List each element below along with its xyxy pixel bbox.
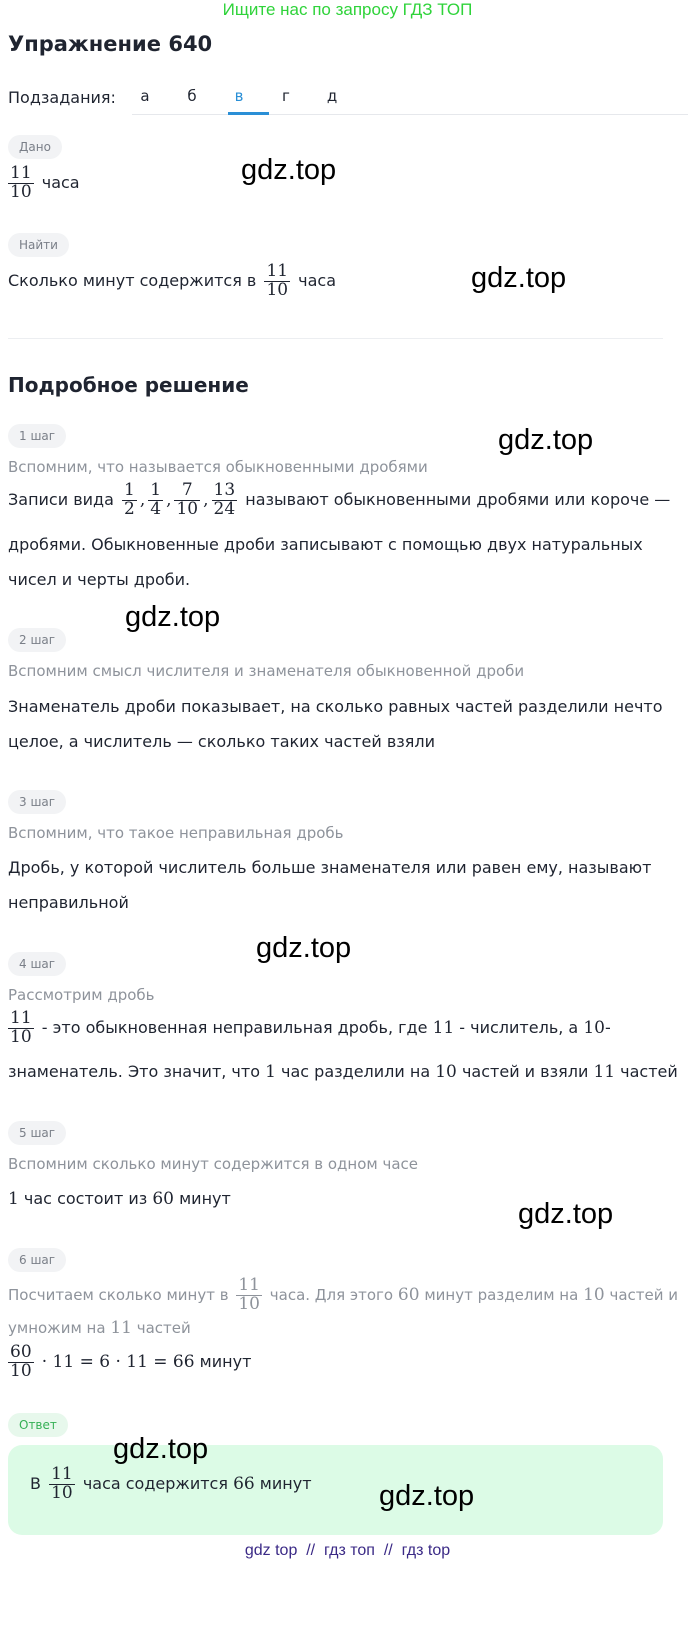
step-5-line <box>8 1189 231 1209</box>
step-1-line-2: дробями. Обыкновенные дроби записывают с помощью двух натуральных <box>8 535 643 554</box>
step-6-eq-unit: минут <box>199 1351 252 1371</box>
step-4-pill: 4 шаг <box>8 952 66 976</box>
tab-g[interactable]: г <box>282 87 290 105</box>
subtasks-tabs <box>8 80 688 116</box>
step-4-l2b: час разделили на <box>281 1062 431 1081</box>
section-divider <box>8 338 663 339</box>
given-pill: Дано <box>8 135 62 159</box>
step-4-text-3: - <box>604 1017 611 1037</box>
step-5-hint: Вспомним сколько минут содержится в одном часе <box>8 1155 418 1173</box>
step-1-line-1-tail: называют обыкновенными дробями или короче — <box>245 489 671 509</box>
step-6-h1a: Посчитаем сколько минут в <box>8 1285 229 1304</box>
find-unit: часа <box>298 270 337 290</box>
step-3-hint: Вспомним, что такое неправильная дробь <box>8 824 344 842</box>
answer-t3: минут <box>259 1473 312 1493</box>
page-title: Упражнение 640 <box>8 32 213 56</box>
footer-links <box>0 1542 695 1560</box>
step-1-lead: Записи вида <box>8 489 114 509</box>
given-unit: часа <box>41 172 80 192</box>
tab-b[interactable]: б <box>187 87 197 105</box>
step-6-h1b: часа. Для этого <box>269 1285 394 1304</box>
step-1-pill: 1 шаг <box>8 424 66 448</box>
fraction-13-24: $\frac{13}{24}$ <box>213 480 236 519</box>
step-5-num-60: 60 <box>152 1189 174 1209</box>
watermark: gdz.top <box>498 424 594 456</box>
watermark: gdz.top <box>518 1198 614 1230</box>
active-tab-indicator <box>228 112 269 115</box>
footer-separator: // <box>306 1542 316 1559</box>
watermark: gdz.top <box>113 1433 209 1465</box>
given-fraction: $\frac{11}{10}$ <box>10 163 32 202</box>
step-1-hint: Вспомним, что называется обыкновенными дробями <box>8 458 428 476</box>
answer-t1: В <box>30 1473 41 1493</box>
step-4-num-11: 11 <box>432 1017 455 1038</box>
tab-v[interactable]: в <box>234 87 244 105</box>
step-6-h2a: умножим на <box>8 1319 106 1337</box>
fraction-7-10: $\frac{7}{10}$ <box>176 480 199 519</box>
step-6-h1d: частей и <box>609 1285 679 1304</box>
step-2-hint: Вспомним смысл числителя и знаменателя обыкновенной дроби <box>8 662 525 680</box>
answer-text <box>30 1466 312 1503</box>
step-2-line-2: целое, а числитель — сколько таких частей взяли <box>8 732 435 751</box>
step-2-line-1: Знаменатель дроби показывает, на сколько равных частей разделили нечто <box>8 697 663 716</box>
fraction-1-2: $\frac{1}{2}$ <box>124 480 135 519</box>
step-6-pill: 6 шаг <box>8 1248 66 1272</box>
step-4-num-10: 10 <box>583 1017 605 1038</box>
watermark: gdz.top <box>241 154 337 186</box>
answer-t2: часа содержится <box>82 1473 228 1493</box>
step-4-hint: Рассмотрим дробь <box>8 986 155 1004</box>
step-4-l2a: знаменатель. Это значит, что <box>8 1062 260 1081</box>
step-1-line-3: чисел и черты дроби. <box>8 570 191 589</box>
step-4-line-1 <box>8 1010 611 1047</box>
step-6-equation <box>8 1344 251 1381</box>
step-6-hint-fraction: $\frac{11}{10}$ <box>238 1275 260 1314</box>
step-3-line-1: Дробь, у которой числитель больше знаменателя или равен ему, называют <box>8 858 652 877</box>
footer-link-1[interactable]: gdz top <box>244 1542 298 1559</box>
watermark: gdz.top <box>256 932 352 964</box>
footer-link-2[interactable]: гдз топ <box>324 1542 375 1559</box>
step-6-hint-2 <box>8 1318 191 1338</box>
step-3-pill: 3 шаг <box>8 790 66 814</box>
step-5-text-2: минут <box>179 1189 231 1208</box>
step-2-pill: 2 шаг <box>8 628 66 652</box>
tab-a[interactable]: а <box>140 87 150 105</box>
watermark: gdz.top <box>125 601 221 633</box>
step-6-num-11: 11 <box>110 1318 132 1338</box>
solution-title: Подробное решение <box>8 373 249 397</box>
watermark: gdz.top <box>379 1480 475 1512</box>
tab-d[interactable]: д <box>326 87 338 105</box>
step-4-fraction: $\frac{11}{10}$ <box>10 1008 32 1047</box>
step-3-line-2: неправильной <box>8 893 129 912</box>
answer-num-66: 66 <box>233 1473 255 1494</box>
step-4-line-2 <box>8 1062 678 1082</box>
step-6-h1c: минут разделим на <box>424 1285 579 1304</box>
step-5-pill: 5 шаг <box>8 1121 66 1145</box>
step-4-num-11b: 11 <box>593 1062 616 1082</box>
answer-pill: Ответ <box>8 1413 68 1437</box>
step-1-line-1: Записи вида $\frac{1}{2}$ , $\frac{1}{4}$ , $\frac{7}{10}$ , $\frac{13}{24}$ называют обыкновенными дробями или короче — <box>8 480 671 519</box>
step-4-text-2: - числитель, а <box>459 1017 579 1037</box>
subtasks-label: Подзадания: <box>8 88 116 107</box>
find-fraction: $\frac{11}{10}$ <box>266 261 289 300</box>
step-6-num-10: 10 <box>583 1284 605 1305</box>
step-6-eq-fraction: $\frac{60}{10}$ <box>10 1342 32 1381</box>
step-5-text-1: час состоит из <box>23 1189 148 1208</box>
step-4-l2d: частей <box>620 1062 678 1081</box>
find-text: Сколько минут содержится в <box>8 270 257 290</box>
step-4-l2c: частей и взяли <box>461 1062 589 1081</box>
step-5-num-1: 1 <box>8 1189 19 1209</box>
step-4-text-1: - это обыкновенная неправильная дробь, где <box>41 1017 428 1037</box>
watermark: gdz.top <box>471 262 567 294</box>
answer-fraction: $\frac{11}{10}$ <box>51 1464 73 1503</box>
footer-separator: // <box>383 1542 393 1559</box>
step-6-eq-rest: · 11 = 6 · 11 = 66 <box>41 1351 195 1372</box>
fraction-1-4: $\frac{1}{4}$ <box>150 480 162 519</box>
find-pill: Найти <box>8 233 69 257</box>
tabs-divider <box>132 114 688 115</box>
given-value <box>8 165 80 202</box>
step-6-h2b: частей <box>136 1319 191 1337</box>
step-6-num-60: 60 <box>397 1284 420 1305</box>
find-question <box>8 263 336 300</box>
search-banner: Ищите нас по запросу ГДЗ ТОП <box>222 0 473 19</box>
step-4-num-10b: 10 <box>435 1062 457 1082</box>
step-4-num-1: 1 <box>265 1062 276 1082</box>
footer-link-3[interactable]: гдз top <box>401 1542 451 1559</box>
step-6-hint-1 <box>8 1277 678 1314</box>
